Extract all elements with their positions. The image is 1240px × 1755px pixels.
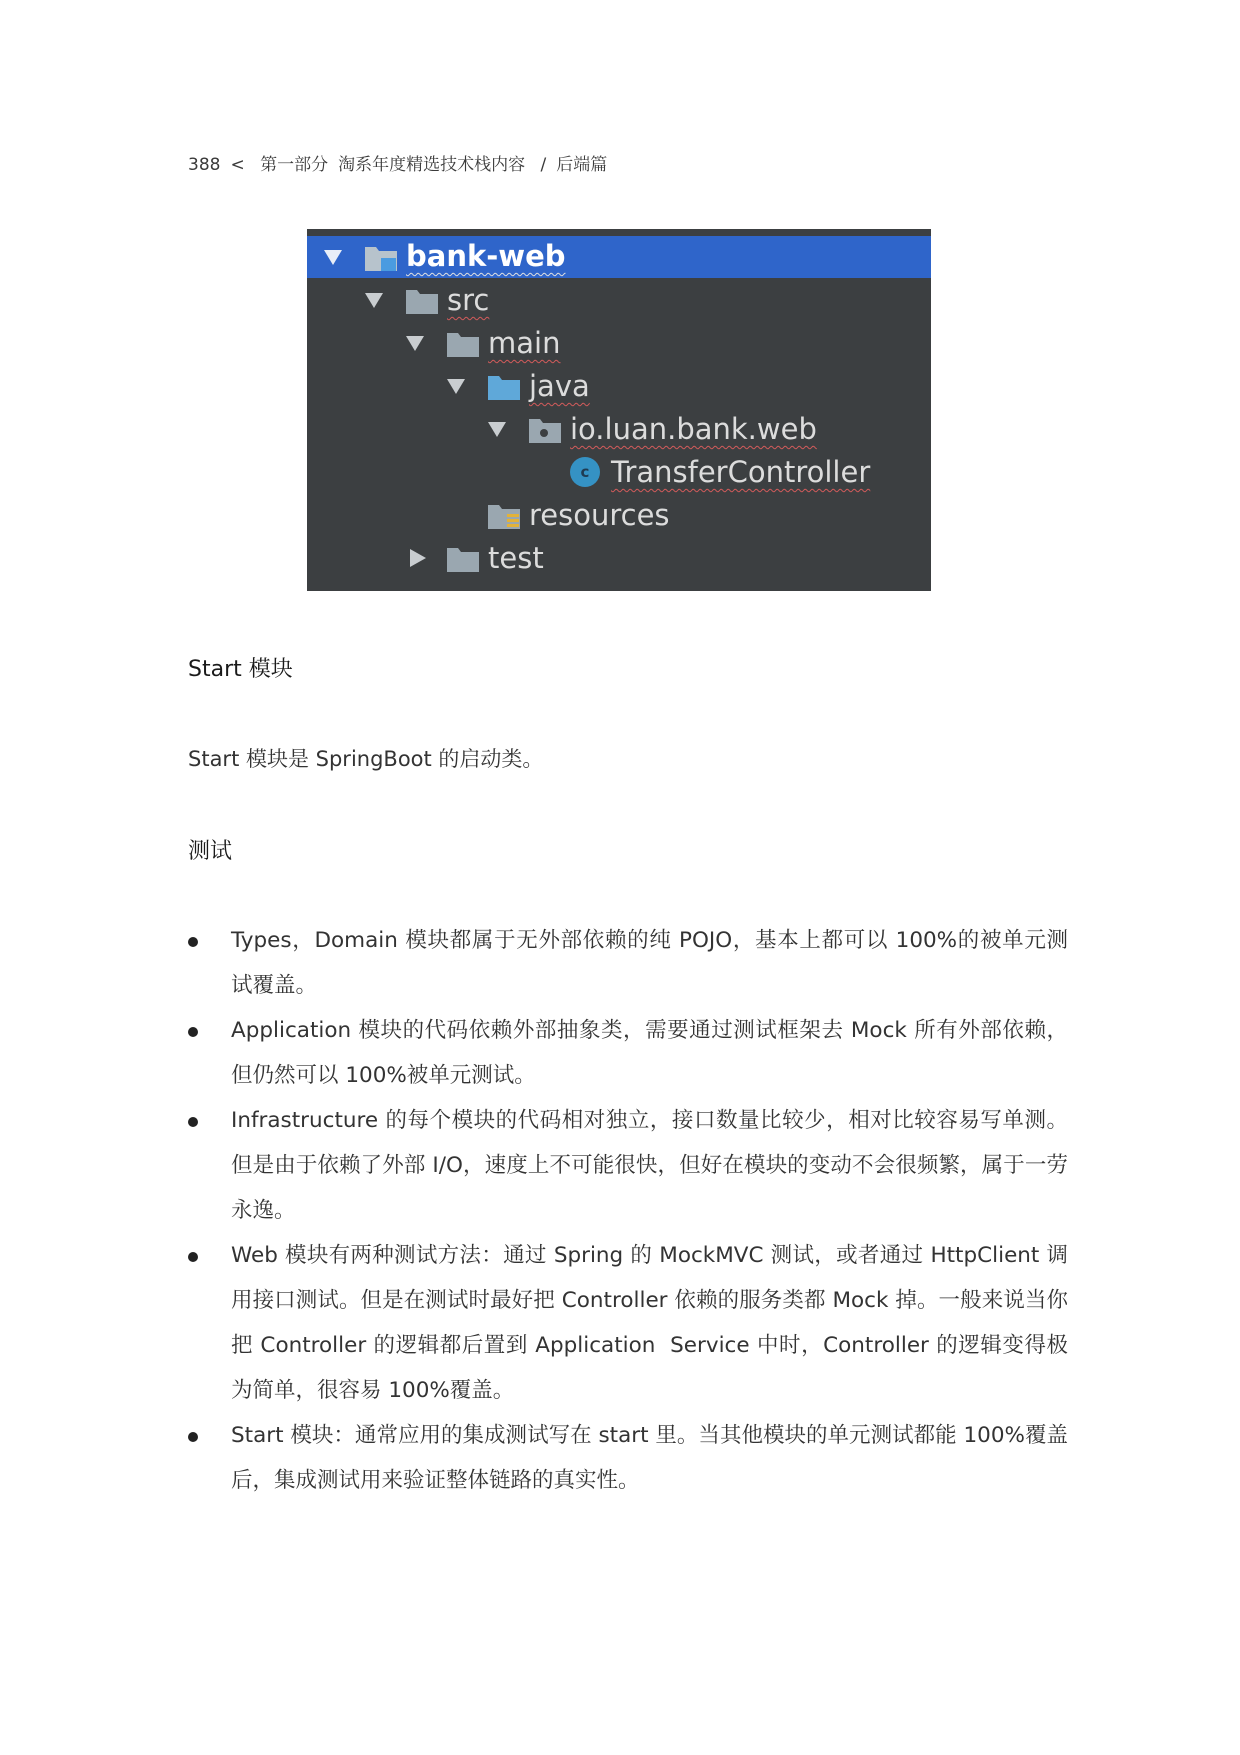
- tree-label-transfer-controller: TransferController: [611, 455, 871, 489]
- tree-label-resources: resources: [529, 498, 670, 532]
- expand-arrow-icon[interactable]: [404, 332, 426, 354]
- tree-label-main: main: [488, 326, 561, 360]
- tree-label-package: io.luan.bank.web: [570, 412, 817, 446]
- tree-label-test: test: [488, 541, 544, 575]
- test-section-heading: 测试: [188, 839, 233, 864]
- page-number: 388: [188, 155, 221, 175]
- expand-arrow-icon[interactable]: [445, 375, 467, 397]
- tree-label-bank-web: bank-web: [406, 239, 566, 273]
- tree-row-src[interactable]: [307, 279, 931, 321]
- header-separator: <: [230, 155, 245, 175]
- collapsed-arrow-icon[interactable]: [407, 547, 429, 569]
- expand-arrow-icon[interactable]: [322, 246, 344, 268]
- tree-row-test[interactable]: [307, 537, 931, 579]
- class-icon: c: [570, 457, 600, 487]
- part-label: 第一部分: [260, 155, 329, 175]
- expand-arrow-icon[interactable]: [486, 418, 508, 440]
- bullet-dot-icon: [188, 1432, 198, 1442]
- expand-arrow-icon[interactable]: [363, 289, 385, 311]
- tree-row-main[interactable]: [307, 322, 931, 364]
- test-bullet-list: [188, 918, 1068, 1503]
- resources-folder-icon: [487, 502, 521, 530]
- bullet-dot-icon: [188, 1027, 198, 1037]
- tree-label-src: src: [447, 283, 490, 317]
- header-slash: /: [540, 155, 547, 175]
- section-label: 后端篇: [556, 155, 608, 175]
- tree-label-java: java: [529, 369, 590, 403]
- package-icon: [528, 416, 562, 444]
- list-item: Start 模块：通常应用的集成测试写在 start 里。当其他模块的单元测试都能 100%覆盖后，集成测试用来验证整体链路的真实性。: [188, 1413, 1068, 1503]
- project-tree-screenshot: [307, 229, 931, 591]
- running-header: [188, 150, 617, 175]
- bullet-dot-icon: [188, 1252, 198, 1262]
- book-title: 淘系年度精选技术栈内容: [338, 155, 526, 175]
- list-item: Infrastructure 的每个模块的代码相对独立，接口数量比较少，相对比较容易写单测。但是由于依赖了外部 I/O，速度上不可能很快，但好在模块的变动不会很频繁，属于一劳永逸。: [188, 1098, 1068, 1233]
- folder-icon: [446, 545, 480, 573]
- source-folder-icon: [487, 373, 521, 401]
- bullet-dot-icon: [188, 1117, 198, 1127]
- start-section-heading: Start 模块: [188, 657, 293, 682]
- list-item: Application 模块的代码依赖外部抽象类，需要通过测试框架去 Mock 所有外部依赖，但仍然可以 100%被单元测试。: [188, 1008, 1068, 1098]
- folder-icon: [405, 287, 439, 315]
- tree-row-package[interactable]: [307, 408, 931, 450]
- tree-row-transfer-controller[interactable]: [307, 451, 931, 493]
- bullet-dot-icon: [188, 937, 198, 947]
- folder-icon: [446, 330, 480, 358]
- list-item: Types，Domain 模块都属于无外部依赖的纯 POJO，基本上都可以 100%的被单元测试覆盖。: [188, 918, 1068, 1008]
- list-item: Web 模块有两种测试方法：通过 Spring 的 MockMVC 测试，或者通过 HttpClient 调用接口测试。但是在测试时最好把 Controller 依赖的服务类都 Mock 掉。一般来说当你把 Controller 的逻辑都后置到 Application Service 中时，Controller 的逻辑变得极为简单，很容易 100%覆盖。: [188, 1233, 1068, 1413]
- start-section-paragraph: Start 模块是 SpringBoot 的启动类。: [188, 747, 544, 771]
- tree-row-java[interactable]: [307, 365, 931, 407]
- module-folder-icon: [364, 244, 398, 272]
- tree-row-resources[interactable]: [307, 494, 931, 536]
- tree-row-bank-web[interactable]: [307, 236, 931, 278]
